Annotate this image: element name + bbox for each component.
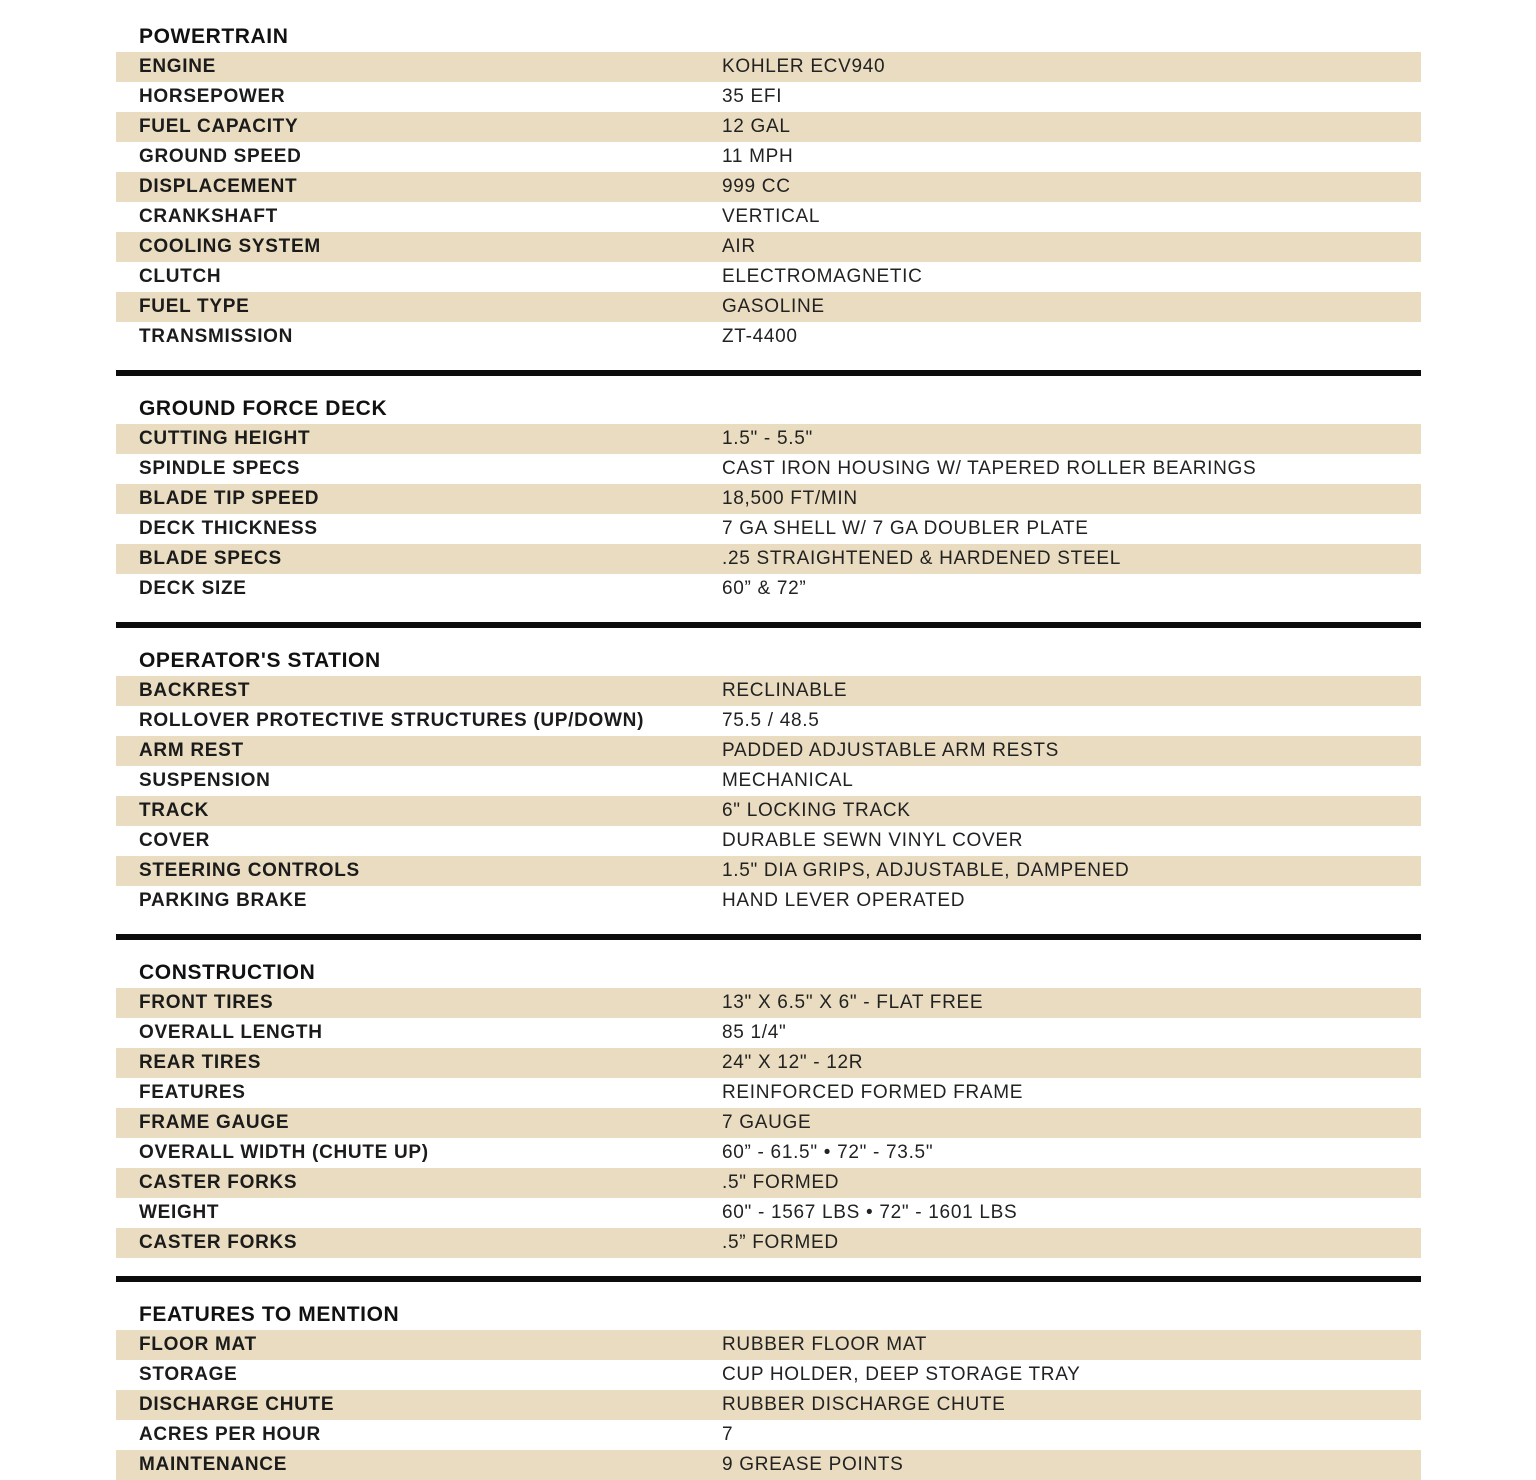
spec-value: 7 GAUGE (722, 1112, 812, 1133)
spec-value: 7 GA SHELL W/ 7 GA DOUBLER PLATE (722, 518, 1089, 539)
section-title: GROUND FORCE DECK (139, 397, 388, 420)
spec-row (116, 706, 1421, 736)
spec-row (116, 82, 1421, 112)
spec-row (116, 454, 1421, 484)
spec-row (116, 514, 1421, 544)
spec-value: VERTICAL (722, 206, 821, 227)
spec-label: MAINTENANCE (139, 1454, 288, 1475)
spec-label: FRONT TIRES (139, 992, 274, 1013)
section-title: OPERATOR'S STATION (139, 649, 381, 672)
spec-row (116, 736, 1421, 766)
spec-row (116, 1168, 1421, 1198)
spec-row (116, 1198, 1421, 1228)
spec-value: RECLINABLE (722, 680, 848, 701)
spec-value: 7 (722, 1424, 734, 1445)
section-spacer (116, 1258, 1421, 1276)
spec-row (116, 232, 1421, 262)
section-title: FEATURES TO MENTION (139, 1303, 400, 1326)
section-spacer (116, 628, 1421, 646)
spec-row (116, 142, 1421, 172)
spec-label: GROUND SPEED (139, 146, 302, 167)
spec-row (116, 1360, 1421, 1390)
spec-section (116, 646, 1421, 916)
spec-value: REINFORCED FORMED FRAME (722, 1082, 1024, 1103)
spec-value: 60” - 61.5" • 72" - 73.5" (722, 1142, 934, 1163)
spec-row (116, 322, 1421, 352)
spec-value: CAST IRON HOUSING W/ TAPERED ROLLER BEARINGS (722, 458, 1257, 479)
spec-value: 1.5" DIA GRIPS, ADJUSTABLE, DAMPENED (722, 860, 1130, 881)
spec-row (116, 1108, 1421, 1138)
spec-value: 60" - 1567 LBS • 72" - 1601 LBS (722, 1202, 1018, 1223)
section-spacer (116, 604, 1421, 622)
spec-value: 35 EFI (722, 86, 783, 107)
spec-label: TRACK (139, 800, 209, 821)
spec-row (116, 484, 1421, 514)
spec-label: FEATURES (139, 1082, 246, 1103)
section-spacer (116, 940, 1421, 958)
spec-value: 6" LOCKING TRACK (722, 800, 911, 821)
spec-label: COVER (139, 830, 211, 851)
spec-value: AIR (722, 236, 756, 257)
spec-row (116, 856, 1421, 886)
spec-row (116, 544, 1421, 574)
spec-row (116, 1450, 1421, 1480)
spec-row (116, 202, 1421, 232)
spec-row (116, 52, 1421, 82)
spec-value: .25 STRAIGHTENED & HARDENED STEEL (722, 548, 1121, 569)
spec-label: ACRES PER HOUR (139, 1424, 321, 1445)
spec-label: WEIGHT (139, 1202, 220, 1223)
spec-value: .5" FORMED (722, 1172, 840, 1193)
spec-value: KOHLER ECV940 (722, 56, 886, 77)
spec-label: HORSEPOWER (139, 86, 286, 107)
spec-row (116, 1390, 1421, 1420)
spec-label: CRANKSHAFT (139, 206, 278, 227)
spec-value: GASOLINE (722, 296, 825, 317)
spec-row (116, 1228, 1421, 1258)
spec-value: ZT-4400 (722, 326, 798, 347)
spec-value: 60” & 72” (722, 578, 807, 599)
spec-sheet (116, 22, 1421, 1480)
spec-label: DECK SIZE (139, 578, 247, 599)
spec-row (116, 574, 1421, 604)
spec-label: SUSPENSION (139, 770, 271, 791)
spec-label: COOLING SYSTEM (139, 236, 321, 257)
spec-row (116, 292, 1421, 322)
section-title: POWERTRAIN (139, 25, 289, 48)
spec-label: OVERALL LENGTH (139, 1022, 323, 1043)
section-spacer (116, 916, 1421, 934)
spec-value: 11 MPH (722, 146, 794, 167)
spec-label: SPINDLE SPECS (139, 458, 301, 479)
section-spacer (116, 376, 1421, 394)
spec-label: STORAGE (139, 1364, 238, 1385)
spec-label: PARKING BRAKE (139, 890, 308, 911)
spec-label: CASTER FORKS (139, 1172, 298, 1193)
spec-row (116, 1330, 1421, 1360)
spec-label: BLADE SPECS (139, 548, 282, 569)
spec-value: RUBBER DISCHARGE CHUTE (722, 1394, 1006, 1415)
spec-section (116, 22, 1421, 352)
spec-value: ELECTROMAGNETIC (722, 266, 923, 287)
spec-label: FUEL CAPACITY (139, 116, 299, 137)
spec-row (116, 988, 1421, 1018)
spec-label: FLOOR MAT (139, 1334, 257, 1355)
spec-row (116, 766, 1421, 796)
spec-value: 13" X 6.5" X 6" - FLAT FREE (722, 992, 984, 1013)
spec-label: CLUTCH (139, 266, 222, 287)
spec-section (116, 394, 1421, 604)
spec-row (116, 1078, 1421, 1108)
spec-value: MECHANICAL (722, 770, 854, 791)
spec-label: DECK THICKNESS (139, 518, 318, 539)
spec-row (116, 826, 1421, 856)
spec-label: DISPLACEMENT (139, 176, 298, 197)
spec-label: TRANSMISSION (139, 326, 294, 347)
spec-row (116, 172, 1421, 202)
spec-label: CASTER FORKS (139, 1232, 298, 1253)
spec-label: OVERALL WIDTH (CHUTE UP) (139, 1142, 429, 1163)
spec-label: STEERING CONTROLS (139, 860, 360, 881)
spec-row (116, 1018, 1421, 1048)
spec-value: DURABLE SEWN VINYL COVER (722, 830, 1024, 851)
spec-row (116, 424, 1421, 454)
spec-label: ARM REST (139, 740, 244, 761)
spec-value: 12 GAL (722, 116, 791, 137)
spec-section (116, 958, 1421, 1258)
spec-value: 85 1/4" (722, 1022, 787, 1043)
spec-value: 24" X 12" - 12R (722, 1052, 864, 1073)
spec-row (116, 112, 1421, 142)
spec-value: 999 CC (722, 176, 791, 197)
spec-value: HAND LEVER OPERATED (722, 890, 966, 911)
spec-label: CUTTING HEIGHT (139, 428, 311, 449)
section-spacer (116, 352, 1421, 370)
spec-label: FUEL TYPE (139, 296, 250, 317)
spec-value: 1.5" - 5.5" (722, 428, 813, 449)
spec-label: BLADE TIP SPEED (139, 488, 320, 509)
spec-row (116, 262, 1421, 292)
spec-row (116, 676, 1421, 706)
spec-label: ROLLOVER PROTECTIVE STRUCTURES (UP/DOWN) (139, 710, 645, 731)
spec-value: 9 GREASE POINTS (722, 1454, 904, 1475)
section-spacer (116, 1282, 1421, 1300)
spec-row (116, 1048, 1421, 1078)
spec-section (116, 1300, 1421, 1480)
spec-label: BACKREST (139, 680, 251, 701)
spec-value: .5” FORMED (722, 1232, 839, 1253)
spec-value: CUP HOLDER, DEEP STORAGE TRAY (722, 1364, 1081, 1385)
spec-row (116, 886, 1421, 916)
spec-label: ENGINE (139, 56, 217, 77)
section-title: CONSTRUCTION (139, 961, 316, 984)
spec-row (116, 1420, 1421, 1450)
spec-label: DISCHARGE CHUTE (139, 1394, 335, 1415)
spec-label: FRAME GAUGE (139, 1112, 290, 1133)
spec-value: PADDED ADJUSTABLE ARM RESTS (722, 740, 1060, 761)
spec-row (116, 796, 1421, 826)
spec-value: 18,500 FT/MIN (722, 488, 858, 509)
spec-value: RUBBER FLOOR MAT (722, 1334, 928, 1355)
spec-row (116, 1138, 1421, 1168)
spec-value: 75.5 / 48.5 (722, 710, 820, 731)
spec-label: REAR TIRES (139, 1052, 262, 1073)
